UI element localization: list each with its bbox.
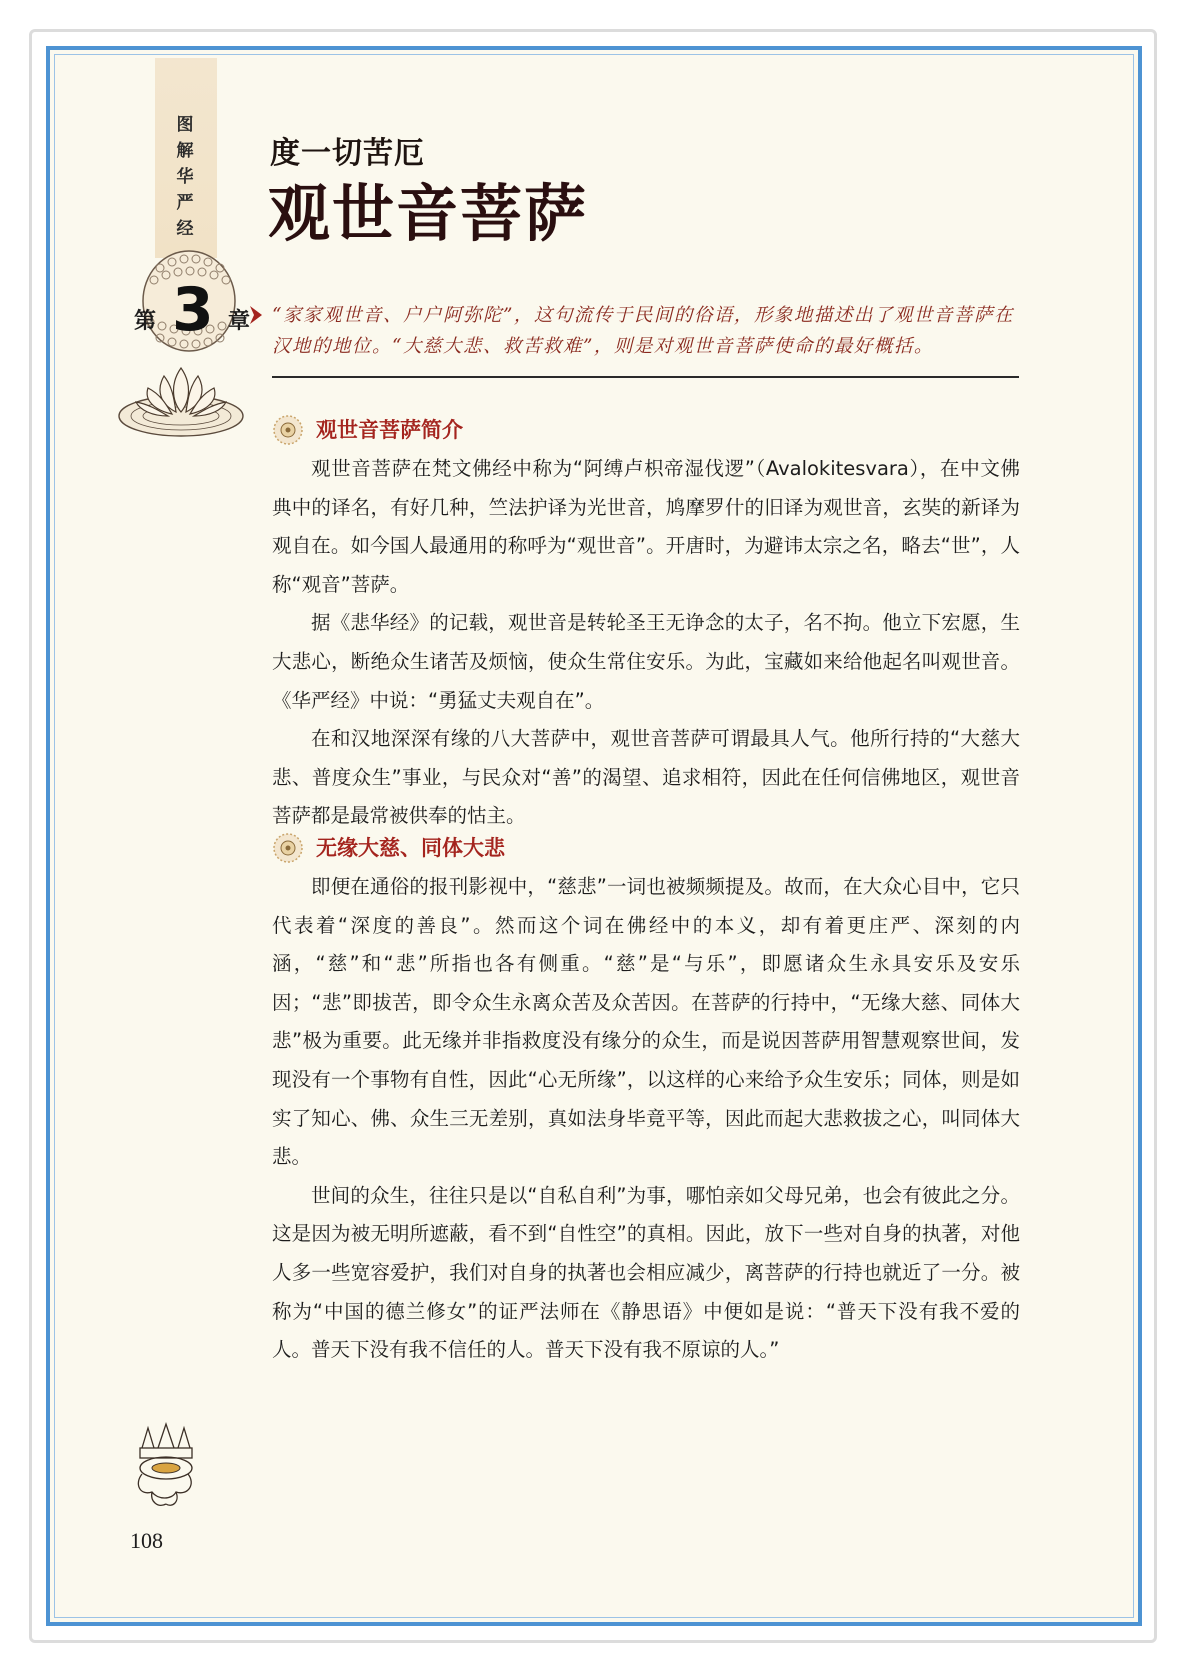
chapter-subtitle: 度一切苦厄 xyxy=(270,136,425,171)
chapter-intro: “家家观世音、户户阿弥陀”，这句流传于民间的俗语，形象地描述出了观世音菩萨在汉地的地位。“大慈大悲、救苦救难”，则是对观世音菩萨使命的最好概括。 xyxy=(272,305,1014,357)
section-heading-text: 观世音菩萨简介 xyxy=(316,418,463,442)
book-series-title xyxy=(170,112,200,242)
side-title-char: 图 xyxy=(176,115,194,135)
dharma-wheel-icon xyxy=(272,832,304,864)
lotus-icon xyxy=(116,360,246,440)
paragraph: 即便在通俗的报刊影视中，“慈悲”一词也被频频提及。故而，在大众心目中，它只代表着“深度的善良”。然而这个词在佛经中的本义，却有着更庄严、深刻的内涵，“慈”和“悲”所指也各有侧重。“慈”是“与乐”，即愿诸众生永具安乐及安乐因；“悲”即拔苦，即令众生永离众苦及众苦因。在菩萨的行持中，“无缘大慈、同体大悲”极为重要。此无缘并非指救度没有缘分的众生，而是说因菩萨用智慧观察世间，发现没有一个事物有自性，因此“心无所缘”，以这样的心来给予众生安乐；同体，则是如实了知心、佛、众生三无差别，真如法身毕竟平等，因此而起大悲救拔之心，叫同体大悲。 xyxy=(272,875,1020,1169)
chapter-label xyxy=(134,275,250,345)
section-body xyxy=(272,450,1020,836)
dharma-wheel-icon xyxy=(272,414,304,446)
paragraph: 观世音菩萨在梵文佛经中称为“阿缚卢枳帝湿伐逻”（Avalokitesvara），在中文佛典中的译名，有好几种，竺法护译为光世音，鸠摩罗什的旧译为观世音，玄奘的新译为观自在。如今国人最通用的称呼为“观世音”。开唐时，为避讳太宗之名，略去“世”，人称“观音”菩萨。 xyxy=(272,457,1020,596)
chapter-prefix: 第 xyxy=(134,309,157,334)
section-heading-text: 无缘大慈、同体大悲 xyxy=(316,836,505,860)
chapter-title: 观世音菩萨 xyxy=(268,177,589,250)
paragraph: 在和汉地深深有缘的八大菩萨中，观世音菩萨可谓最具人气。他所行持的“大慈大悲、普度众生”事业，与民众对“善”的渴望、追求相符，因此在任何信佛地区，观世音菩萨都是最常被供奉的怙主。 xyxy=(272,727,1020,828)
ornament-icon xyxy=(128,1418,204,1510)
side-title-char: 经 xyxy=(176,219,194,239)
intro-divider xyxy=(272,376,1019,378)
side-title-char: 解 xyxy=(176,141,194,161)
paragraph: 世间的众生，往往只是以“自私自利”为事，哪怕亲如父母兄弟，也会有彼此之分。这是因为被无明所遮蔽，看不到“自性空”的真相。因此，放下一些对自身的执著，对他人多一些宽容爱护，我们对自身的执著也会相应减少，离菩萨的行持也就近了一分。被称为“中国的德兰修女”的证严法师在《静思语》中便如是说：“普天下没有我不爱的人。普天下没有我不信任的人。普天下没有我不原谅的人。” xyxy=(272,1183,1020,1362)
paragraph: 据《悲华经》的记载，观世音是转轮圣王无诤念的太子，名不拘。他立下宏愿，生大悲心，断绝众生诸苦及烦恼，使众生常住安乐。为此，宝藏如来给他起名叫观世音。《华严经》中说：“勇猛丈夫观自在”。 xyxy=(272,611,1020,712)
arrow-icon xyxy=(248,304,264,326)
side-title-char: 华 xyxy=(176,167,194,187)
chapter-suffix: 章 xyxy=(227,309,250,334)
chapter-number: 3 xyxy=(172,275,214,345)
page-number: 108 xyxy=(130,1528,163,1553)
section-body xyxy=(272,868,1020,1370)
side-title-char: 严 xyxy=(176,193,194,213)
